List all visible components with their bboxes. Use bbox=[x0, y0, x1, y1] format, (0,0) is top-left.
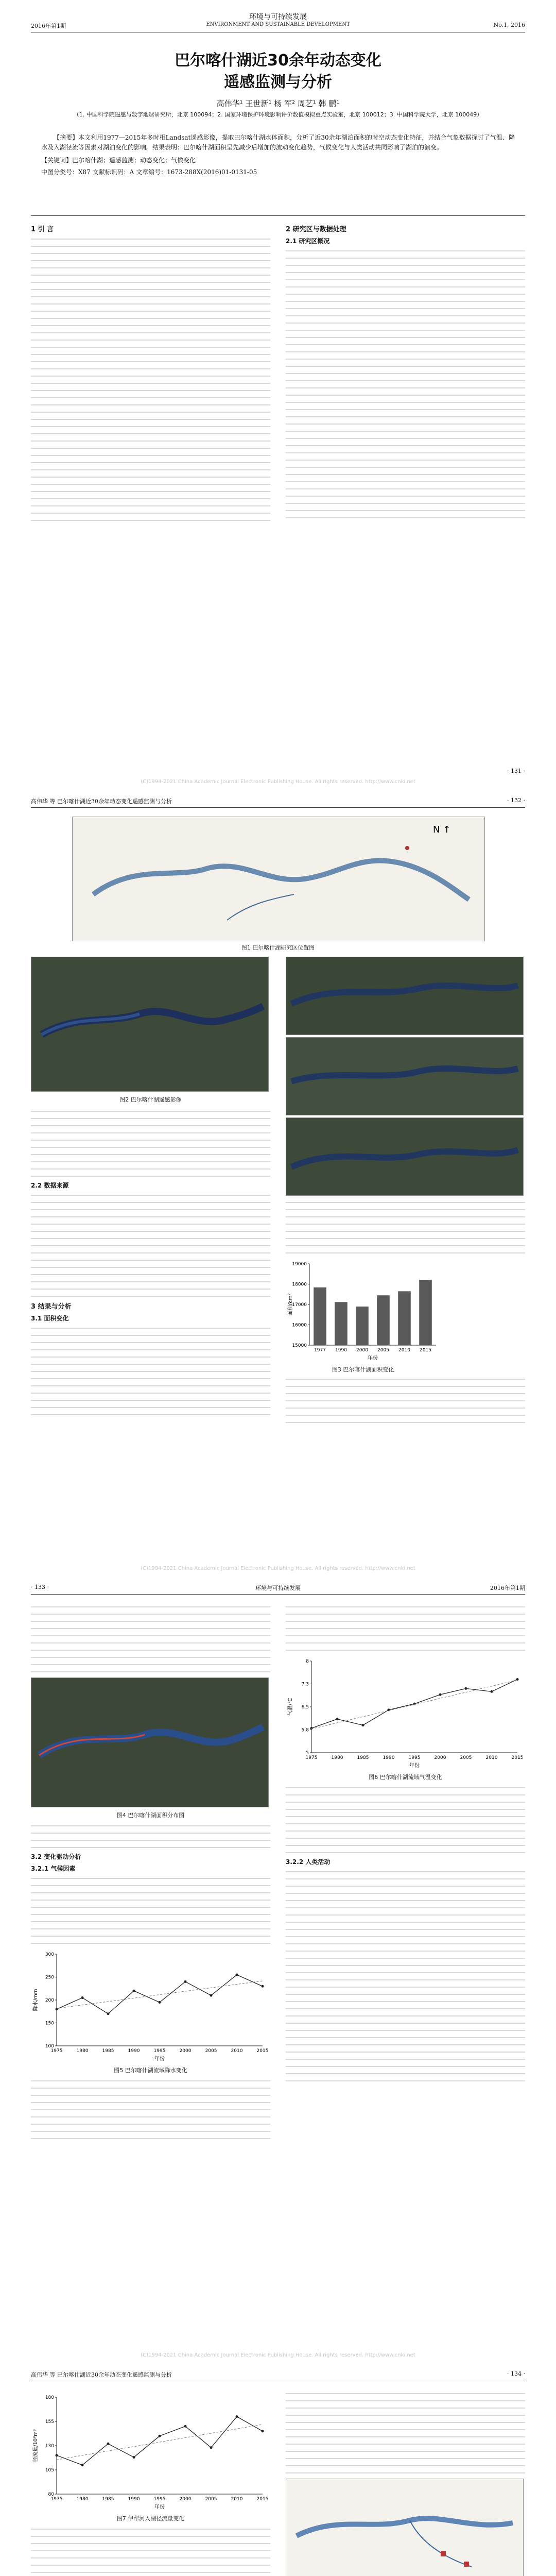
page-number-3: · 133 · bbox=[31, 1584, 49, 1590]
bar bbox=[356, 1307, 369, 1345]
x-tick-label: 2015 bbox=[256, 2048, 268, 2054]
figure-4-caption: 图4 巴尔喀什湖面积分布图 bbox=[116, 1812, 185, 1819]
x-axis-label: 年份 bbox=[368, 1355, 378, 1361]
x-tick-label: 1980 bbox=[76, 2048, 89, 2054]
issue-cn: 2016年第1期 bbox=[31, 23, 66, 29]
figure-8-map bbox=[286, 2479, 524, 2576]
data-point bbox=[236, 2415, 238, 2418]
x-tick-label: 1985 bbox=[102, 2497, 114, 2502]
y-axis-label: 降水/mm bbox=[33, 1989, 39, 2011]
watermark-1: (C)1994-2021 China Academic Journal Electronic Publishing House. All rights reserved. http://www.cnki.net bbox=[141, 779, 415, 785]
data-point bbox=[362, 1724, 364, 1726]
article-title-line1: 巴尔喀什湖近30余年动态变化 bbox=[175, 52, 381, 70]
x-tick-label: 2000 bbox=[179, 2048, 192, 2054]
y-tick-label: 8 bbox=[306, 1659, 309, 1664]
data-point bbox=[210, 1994, 213, 1997]
y-tick-label: 5.8 bbox=[301, 1727, 309, 1733]
data-point bbox=[81, 2464, 84, 2466]
page-number-1: · 131 · bbox=[507, 768, 525, 774]
y-tick-label: 150 bbox=[45, 2021, 54, 2026]
x-tick-label: 2010 bbox=[398, 1348, 410, 1353]
y-tick-label: 130 bbox=[45, 2444, 54, 2449]
p2-right-column bbox=[286, 957, 525, 1539]
issue-en: No.1, 2016 bbox=[493, 22, 525, 28]
data-point bbox=[491, 1690, 493, 1693]
trend-line bbox=[57, 2425, 263, 2460]
figure-1-map bbox=[72, 817, 485, 941]
section-3-2-title: 3.2 变化驱动分析 bbox=[31, 1853, 81, 1860]
page-number-4: · 134 · bbox=[507, 2370, 525, 2377]
running-header-journal: 环境与可持续发展 bbox=[255, 1585, 301, 1591]
p2-left-column bbox=[31, 957, 270, 1539]
section-2-title: 2 研究区与数据处理 bbox=[286, 226, 346, 233]
x-tick-label: 2010 bbox=[485, 1755, 498, 1760]
bar bbox=[314, 1287, 326, 1345]
data-point bbox=[81, 1996, 84, 1999]
article-affiliations: （1. 中国科学院遥感与数字地球研究所，北京 100094；2. 国家环境保护环境影响评价数值模拟重点实验室，北京 100012；3. 中国科学院大学，北京 100049） bbox=[73, 111, 483, 118]
x-tick-label: 2000 bbox=[434, 1755, 446, 1760]
y-axis-label: 气温/℃ bbox=[288, 1698, 293, 1716]
x-tick-label: 1975 bbox=[50, 2048, 63, 2054]
runoff-line-chart bbox=[31, 2392, 268, 2511]
trend-line bbox=[311, 1680, 517, 1729]
x-axis-label: 年份 bbox=[154, 2056, 165, 2062]
series-line bbox=[57, 1975, 263, 2014]
p1-right-column bbox=[286, 222, 525, 757]
abstract-cn: 【摘要】本文利用1977—2015年多时相Landsat遥感影像，提取巴尔喀什湖水体面积，分析了近30余年湖泊面积的时空动态变化特征，并结合气象数据探讨了气温、降水及入湖径流等因素对湖泊变化的影响。结果表明：巴尔喀什湖面积呈先减少后增加的波动变化趋势，气候变化与人类活动共同影响了湖泊的演变。 bbox=[41, 134, 515, 151]
data-point bbox=[465, 1687, 467, 1690]
p4-left-column bbox=[31, 2389, 270, 2576]
section-2-1-title: 2.1 研究区概况 bbox=[286, 238, 330, 245]
y-tick-label: 6.5 bbox=[301, 1705, 309, 1710]
bar bbox=[419, 1280, 432, 1345]
data-point bbox=[310, 1727, 313, 1730]
data-point bbox=[236, 1974, 238, 1976]
bar bbox=[377, 1295, 390, 1345]
svg-text:N ↑: N ↑ bbox=[433, 824, 451, 835]
data-point bbox=[133, 1990, 135, 1992]
x-tick-label: 1985 bbox=[102, 2048, 114, 2054]
data-point bbox=[56, 2454, 58, 2456]
figure-4-map bbox=[31, 1677, 269, 1807]
section-3-title: 3 结果与分析 bbox=[31, 1303, 72, 1311]
p4-right-column bbox=[286, 2389, 525, 2576]
y-axis-label: 面积/km² bbox=[288, 1293, 293, 1316]
section-3-2-1-title: 3.2.1 气候因素 bbox=[31, 1865, 76, 1872]
x-tick-label: 1980 bbox=[331, 1755, 343, 1760]
data-point bbox=[159, 2435, 161, 2437]
figure-3-chart bbox=[286, 1259, 440, 1362]
x-tick-label: 2010 bbox=[231, 2497, 243, 2502]
x-tick-label: 2000 bbox=[179, 2497, 192, 2502]
figure-2-caption: 图2 巴尔喀什湖遥感影像 bbox=[119, 1096, 182, 1103]
x-tick-label: 1990 bbox=[335, 1348, 347, 1353]
page-2 bbox=[0, 787, 556, 1573]
page-3 bbox=[0, 1573, 556, 2360]
y-tick-label: 17000 bbox=[292, 1302, 307, 1308]
data-point bbox=[107, 2012, 110, 2015]
p3-left-column bbox=[31, 1602, 270, 2324]
x-tick-label: 1975 bbox=[50, 2497, 63, 2502]
section-3-2-2-title: 3.2.2 人类活动 bbox=[286, 1858, 331, 1866]
figure-6-chart bbox=[286, 1656, 523, 1769]
article-authors: 高伟华¹ 王世新¹ 杨 军² 周艺¹ 韩 鹏¹ bbox=[216, 99, 340, 108]
header-rule bbox=[31, 1594, 525, 1595]
y-tick-label: 7.3 bbox=[301, 1682, 309, 1687]
page-1 bbox=[0, 0, 556, 787]
x-tick-label: 2005 bbox=[377, 1348, 389, 1353]
x-tick-label: 2015 bbox=[420, 1348, 431, 1353]
p3-right-column bbox=[286, 1602, 525, 2324]
abstract-rule bbox=[31, 215, 525, 216]
x-tick-label: 2005 bbox=[460, 1755, 472, 1760]
data-point bbox=[184, 2425, 187, 2428]
figure-6-caption: 图6 巴尔喀什湖流域气温变化 bbox=[369, 1774, 442, 1781]
watermark-3: (C)1994-2021 China Academic Journal Electronic Publishing House. All rights reserved. http://www.cnki.net bbox=[141, 2352, 415, 2358]
data-point bbox=[133, 2456, 135, 2459]
y-tick-label: 250 bbox=[45, 1975, 54, 1980]
figure-5-chart bbox=[31, 1949, 268, 2062]
x-tick-label: 1977 bbox=[314, 1348, 326, 1353]
x-tick-label: 2010 bbox=[231, 2048, 243, 2054]
y-tick-label: 19000 bbox=[292, 1262, 307, 1267]
p1-left-column bbox=[31, 222, 270, 757]
y-axis-label: 径流量/10⁸m³ bbox=[33, 2429, 39, 2462]
figure-2-imagery bbox=[31, 957, 269, 1092]
x-tick-label: 2015 bbox=[511, 1755, 523, 1760]
data-point bbox=[439, 1693, 442, 1696]
keywords-cn: 【关键词】巴尔喀什湖；遥感监测；动态变化；气候变化 bbox=[41, 157, 196, 164]
figure-1-caption: 图1 巴尔喀什湖研究区位置图 bbox=[241, 944, 315, 951]
figure-2d-imagery bbox=[286, 1117, 524, 1196]
figure-3-caption: 图3 巴尔喀什湖面积变化 bbox=[332, 1366, 394, 1373]
classification: 中图分类号：X87 文献标识码：A 文章编号：1673-288X(2016)01-0131-05 bbox=[41, 168, 257, 176]
y-tick-label: 15000 bbox=[292, 1343, 307, 1348]
y-tick-label: 180 bbox=[45, 2395, 54, 2400]
x-tick-label: 2005 bbox=[205, 2048, 217, 2054]
figure-2c-imagery bbox=[286, 1037, 524, 1115]
data-point bbox=[336, 1718, 339, 1720]
figure-5-caption: 图5 巴尔喀什湖流域降水变化 bbox=[114, 2067, 187, 2074]
section-1-title: 1 引 言 bbox=[31, 226, 54, 233]
data-point bbox=[159, 2001, 161, 2004]
section-3-1-title: 3.1 面积变化 bbox=[31, 1315, 69, 1322]
trend-line bbox=[57, 1981, 263, 2008]
x-tick-label: 2000 bbox=[356, 1348, 368, 1353]
page-4 bbox=[0, 2360, 556, 2576]
y-tick-label: 80 bbox=[48, 2492, 54, 2497]
y-tick-label: 105 bbox=[45, 2468, 54, 2473]
y-tick-label: 155 bbox=[45, 2419, 54, 2425]
running-header-left-p4: 高伟华 等 巴尔喀什湖近30余年动态变化遥感监测与分析 bbox=[31, 2371, 172, 2378]
abstract-block bbox=[41, 133, 515, 210]
y-tick-label: 100 bbox=[45, 2044, 54, 2049]
page-number-2: · 132 · bbox=[507, 797, 525, 804]
data-point bbox=[184, 1980, 187, 1983]
x-tick-label: 1975 bbox=[305, 1755, 318, 1760]
x-tick-label: 1990 bbox=[383, 1755, 395, 1760]
figure-2b-imagery bbox=[286, 957, 524, 1035]
y-tick-label: 200 bbox=[45, 1998, 54, 2003]
journal-name-en: ENVIRONMENT AND SUSTAINABLE DEVELOPMENT bbox=[206, 22, 350, 27]
x-tick-label: 1990 bbox=[128, 2497, 140, 2502]
x-tick-label: 1980 bbox=[76, 2497, 89, 2502]
x-tick-label: 1990 bbox=[128, 2048, 140, 2054]
area-bar-chart bbox=[286, 1259, 440, 1362]
data-point bbox=[262, 1985, 264, 1988]
study-area-map bbox=[73, 817, 484, 941]
figure-7-caption: 图7 伊犁河入湖径流量变化 bbox=[116, 2515, 185, 2522]
x-axis-label: 年份 bbox=[409, 1763, 420, 1769]
running-header-left: 高伟华 等 巴尔喀什湖近30余年动态变化遥感监测与分析 bbox=[31, 798, 172, 805]
y-tick-label: 5 bbox=[306, 1751, 309, 1756]
bar bbox=[398, 1291, 411, 1345]
data-point bbox=[107, 2443, 110, 2445]
x-tick-label: 2015 bbox=[256, 2497, 268, 2502]
article-title-line2: 遥感监测与分析 bbox=[224, 73, 332, 91]
section-2-2-title: 2.2 数据来源 bbox=[31, 1182, 69, 1189]
y-tick-label: 16000 bbox=[292, 1323, 307, 1328]
figure-7-chart bbox=[31, 2392, 268, 2511]
x-axis-label: 年份 bbox=[154, 2504, 165, 2510]
precip-line-chart bbox=[31, 1949, 268, 2062]
x-tick-label: 1995 bbox=[153, 2048, 166, 2054]
header-rule bbox=[31, 807, 525, 808]
data-point bbox=[210, 2446, 213, 2449]
x-tick-label: 1995 bbox=[408, 1755, 421, 1760]
temp-line-chart bbox=[286, 1656, 523, 1769]
data-point bbox=[262, 2430, 264, 2432]
x-tick-label: 1995 bbox=[153, 2497, 166, 2502]
x-tick-label: 1985 bbox=[357, 1755, 369, 1760]
x-tick-label: 2005 bbox=[205, 2497, 217, 2502]
journal-name-cn: 环境与可持续发展 bbox=[249, 13, 307, 21]
series-line bbox=[57, 2417, 263, 2465]
bar bbox=[335, 1302, 348, 1345]
y-tick-label: 300 bbox=[45, 1952, 54, 1957]
watermark-2: (C)1994-2021 China Academic Journal Electronic Publishing House. All rights reserved. http://www.cnki.net bbox=[141, 1566, 415, 1571]
issue-cn-p3: 2016年第1期 bbox=[490, 1585, 525, 1591]
y-tick-label: 18000 bbox=[292, 1282, 307, 1287]
